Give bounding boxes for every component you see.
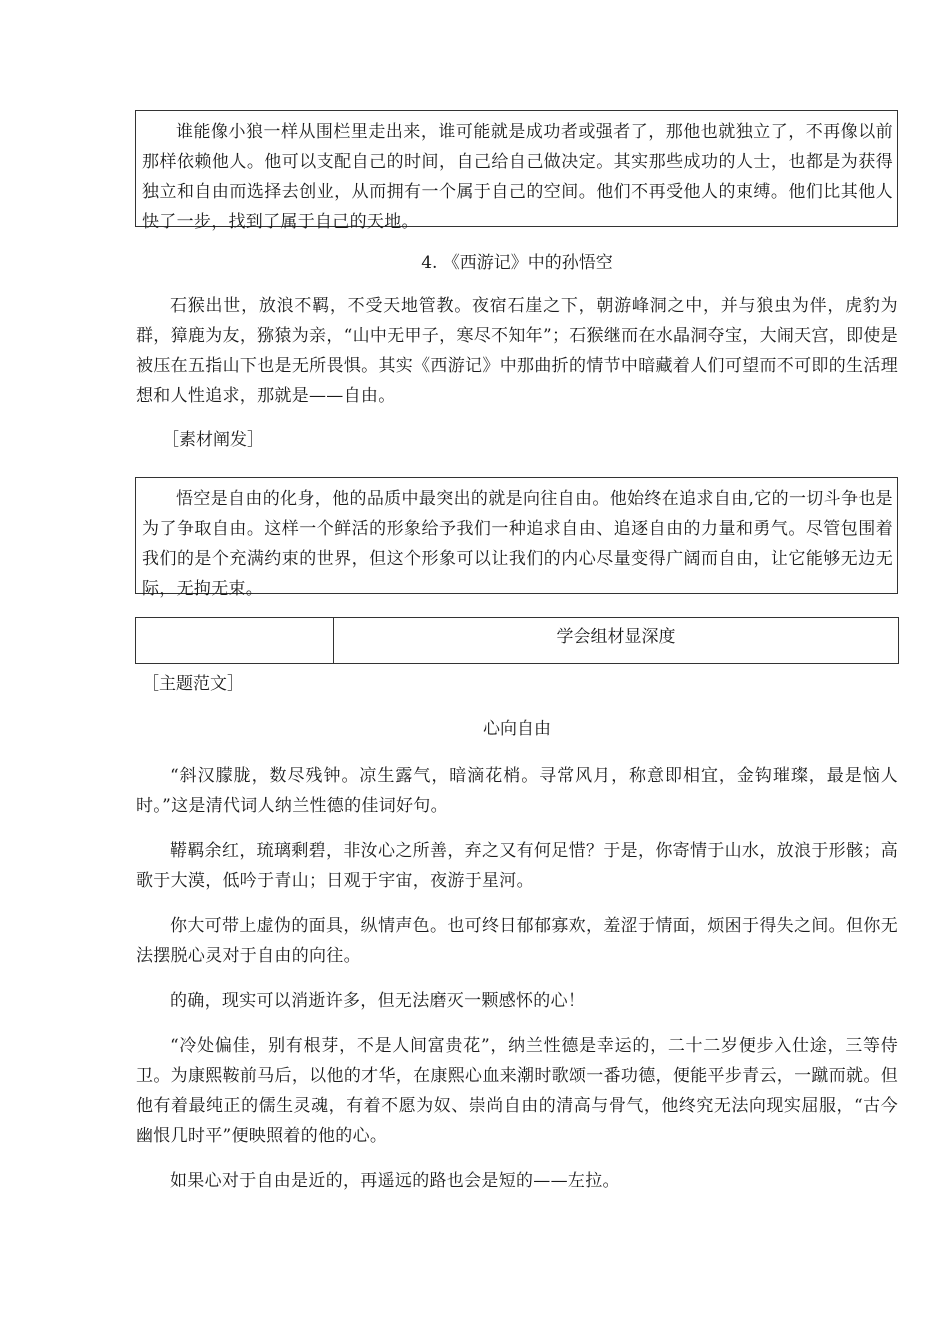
- section-heading: 4. 《西游记》中的孙悟空: [421, 253, 613, 273]
- essay-paragraph: 鞯羁余红，琉璃剩碧，非汝心之所善，弃之又有何足惜？于是，你寄情于山水，放浪于形骸；高歌于大漠，低吟于青山；日观于宇宙，夜游于星河。: [136, 841, 898, 891]
- body-paragraph: 石猴出世，放浪不羁，不受天地管教。夜宿石崖之下，朝游峰洞之中，并与狼虫为伴，虎豹为群，獐鹿为友，猕猿为亲，“山中无甲子，寒尽不知年”；石猴继而在水晶洞夺宝，大闹天宫，即使是被压在五指山下也是无所畏惧。其实《西游记》中那曲折的情节中暗藏着人们可望而不可即的生活理想和人性追求，那就是——自由。: [136, 296, 898, 406]
- box-paragraph: 悟空是自由的化身，他的品质中最突出的就是向往自由。他始终在追求自由,它的一切斗争也是为了争取自由。这样一个鲜活的形象给予我们一种追求自由、追逐自由的力量和勇气。尽管包围着我们的是个充满约束的世界，但这个形象可以让我们的内心尽量变得广阔而自由，让它能够无边无际，无拘无束。: [142, 489, 893, 599]
- essay-paragraph: 如果心对于自由是近的，再遥远的路也会是短的——左拉。: [170, 1171, 620, 1191]
- section-table: [135, 617, 899, 664]
- quote-box-wukong: [135, 477, 898, 599]
- essay-body: [136, 761, 898, 1196]
- essay-paragraph: 你大可带上虚伪的面具，纵情声色。也可终日郁郁寡欢，羞涩于情面，烦困于得失之间。但你无法摆脱心灵对于自由的向往。: [136, 916, 898, 966]
- essay-label: ［主题范文］: [142, 674, 244, 694]
- box-paragraph: 谁能像小狼一样从围栏里走出来，谁可能就是成功者或强者了，那他也就独立了，不再像以前那样依赖他人。他可以支配自己的时间，自己给自己做决定。其实那些成功的人士，也都是为获得独立和自由而选择去创业，从而拥有一个属于自己的空间。他们不再受他人的束缚。他们比其他人快了一步，找到了属于自己的天地。: [142, 122, 893, 232]
- section-body: [136, 291, 898, 411]
- table-left-cell: [136, 618, 334, 664]
- material-label: ［素材阐发］: [162, 430, 264, 450]
- essay-title: 心向自由: [483, 719, 551, 739]
- essay-paragraph: “冷处偏佳，别有根芽，不是人间富贵花”，纳兰性德是幸运的，二十二岁便步入仕途，三等侍卫。为康熙鞍前马后，以他的才华，在康熙心血来潮时歌颂一番功德，便能平步青云，一蹴而就。但他有着最纯正的儒生灵魂，有着不愿为奴、崇尚自由的清高与骨气，他终究无法向现实屈服，“古今幽恨几时平”便映照着的他的心。: [136, 1036, 898, 1146]
- table-title-cell: 学会组材显深度: [334, 618, 899, 664]
- quote-box-wolf: [135, 110, 898, 232]
- essay-paragraph: “斜汉朦胧，数尽残钟。凉生露气，暗滴花梢。寻常风月，称意即相宜，金钩璀璨，最是恼人时。”这是清代词人纳兰性德的佳词好句。: [136, 766, 898, 816]
- essay-paragraph: 的确，现实可以消逝许多，但无法磨灭一颗感怀的心！: [170, 991, 586, 1011]
